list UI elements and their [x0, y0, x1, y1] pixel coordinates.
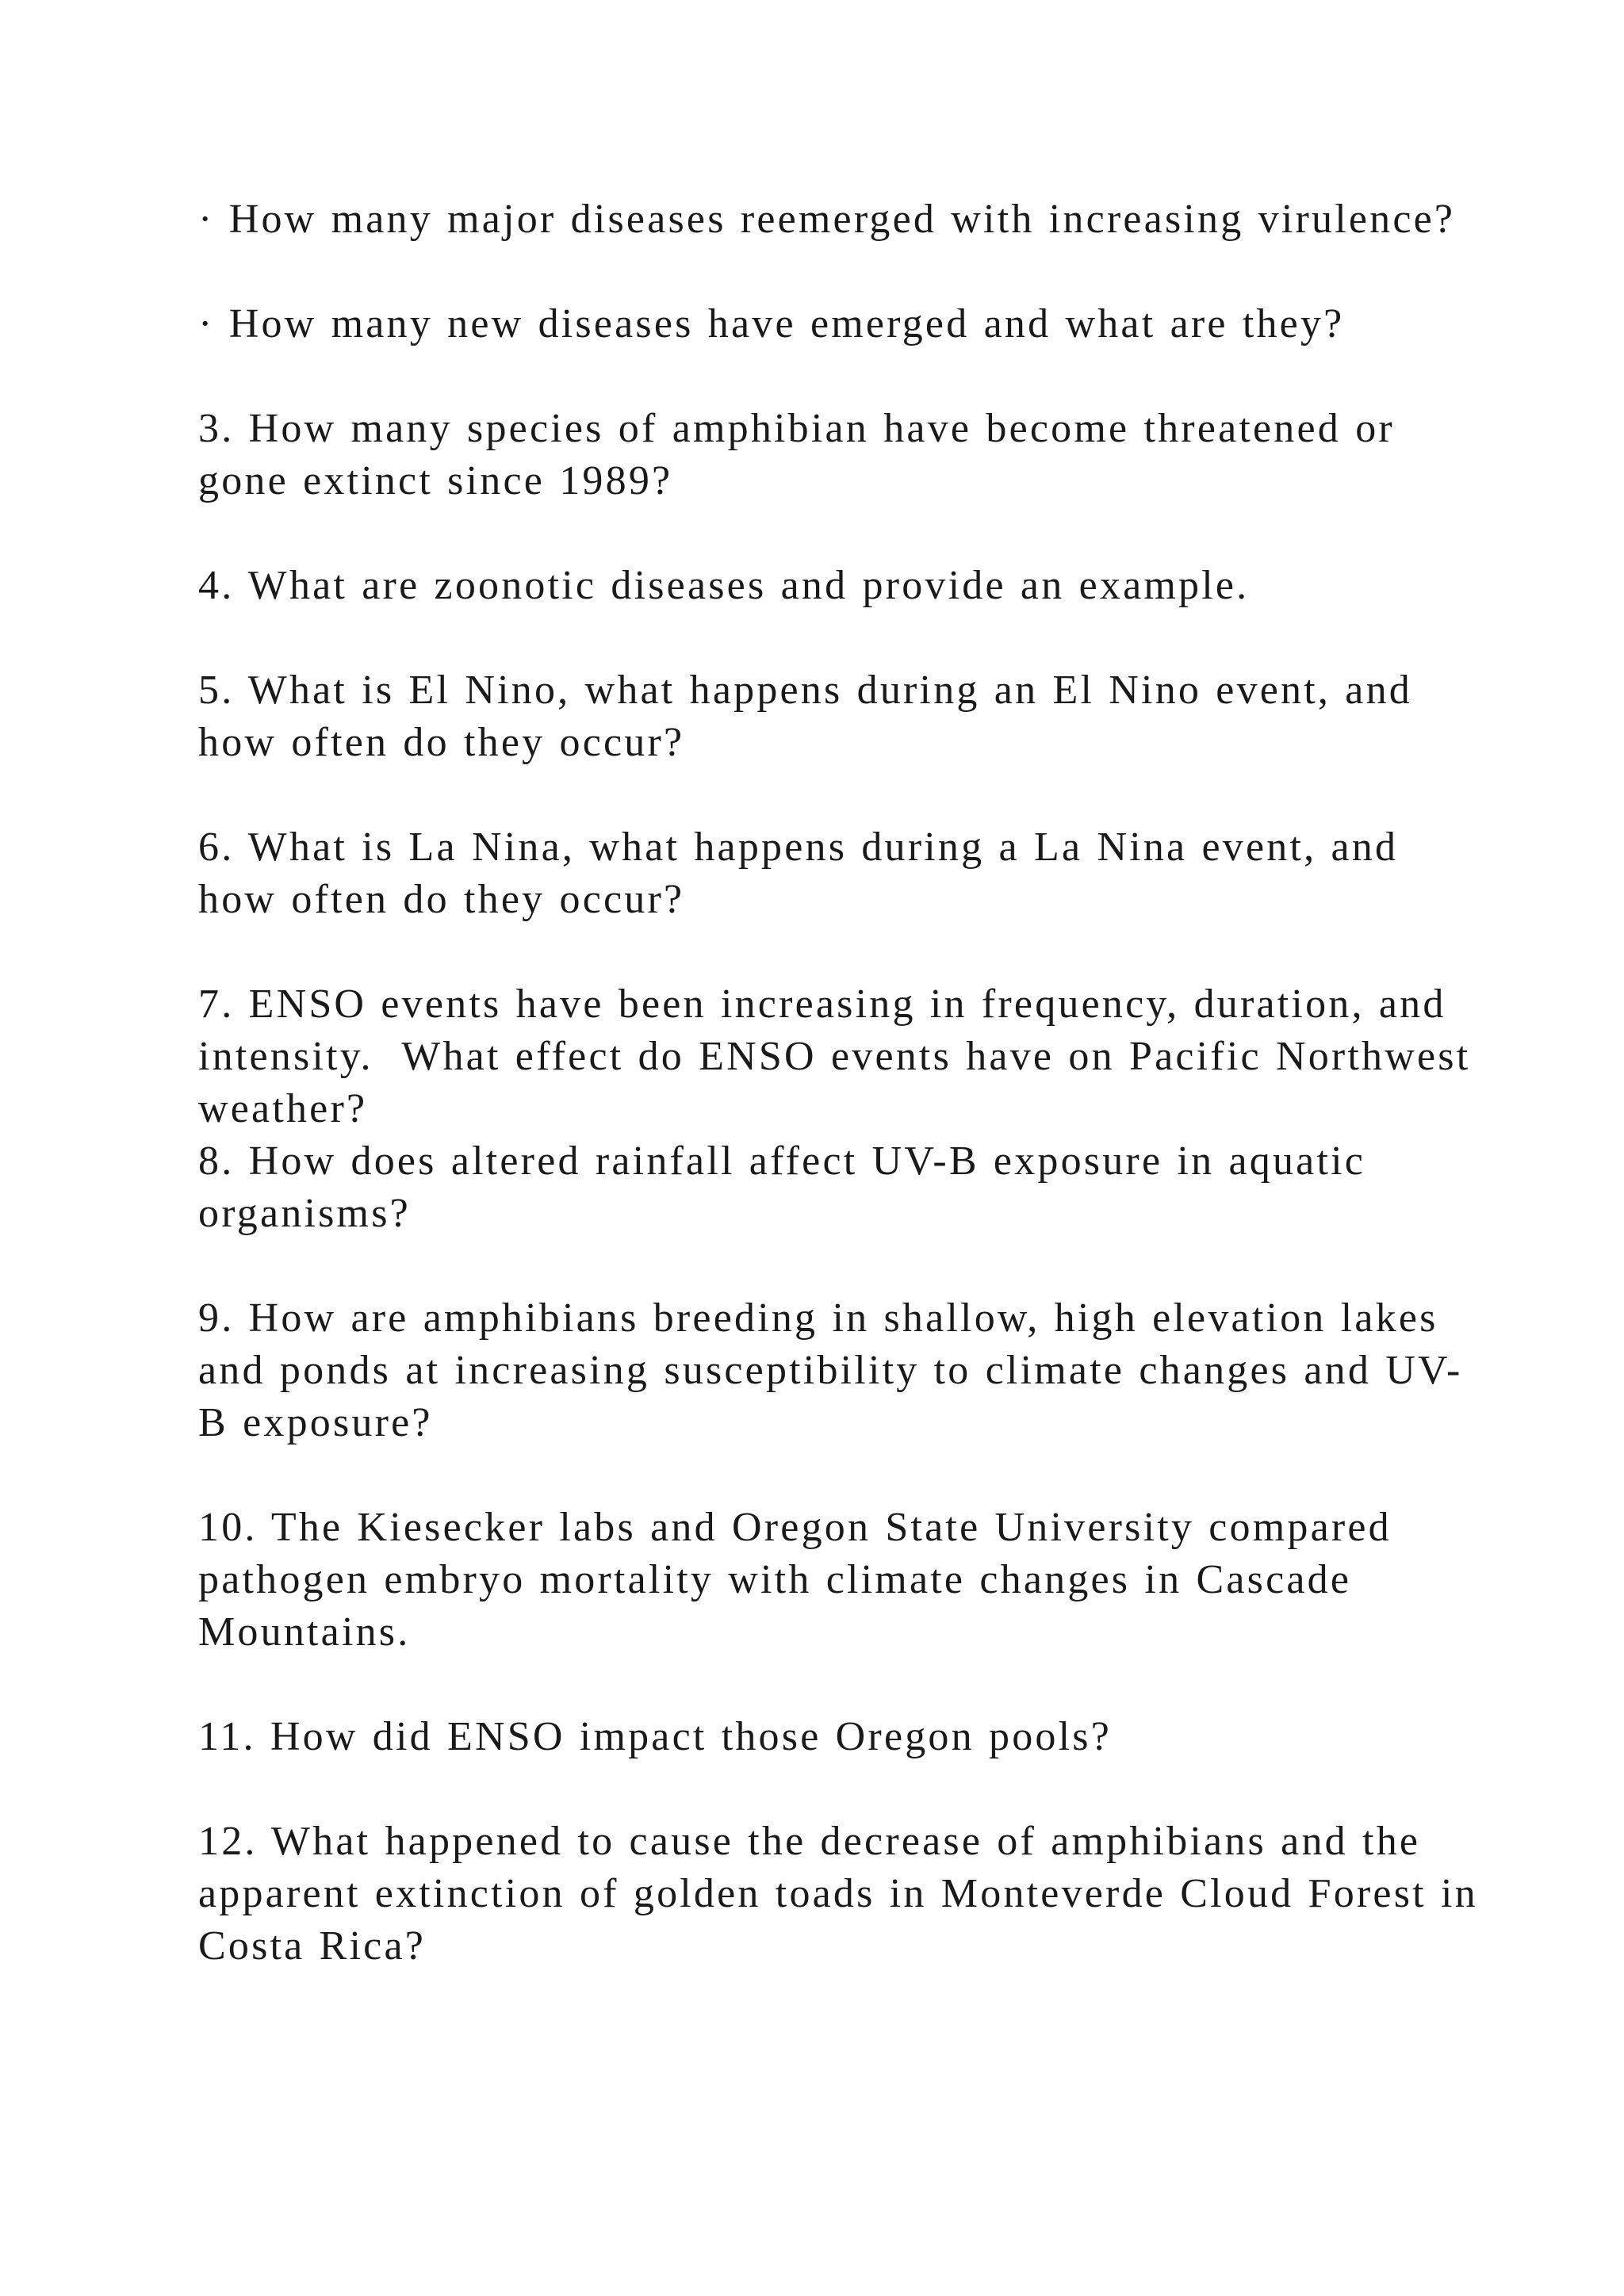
question-bullet-new-diseases: · How many new diseases have emerged and what are they?	[198, 301, 1345, 346]
question-12: 12. What happened to cause the decrease of amphibians and the apparent extinction of golden toads in Monteverde Cloud Forest in Costa Rica?	[198, 1819, 1493, 1969]
question-11: 11. How did ENSO impact those Oregon pools?	[198, 1714, 1112, 1759]
question-9: 9. How are amphibians breeding in shallow, high elevation lakes and ponds at increasing susceptibility to climate changes and UV-B exposure?	[198, 1295, 1463, 1445]
question-3: 3. How many species of amphibian have become threatened or gone extinct since 1989?	[198, 406, 1410, 503]
question-4: 4. What are zoonotic diseases and provide an example.	[198, 563, 1250, 608]
question-10: 10. The Kiesecker labs and Oregon State University compared pathogen embryo mortality with climate changes in Cascade Mountains.	[198, 1505, 1407, 1655]
question-6: 6. What is La Nina, what happens during a La Nina event, and how often do they occur?	[198, 825, 1413, 922]
question-8: 8. How does altered rainfall affect UV-B exposure in aquatic organisms?	[198, 1138, 1381, 1236]
question-bullet-reemerged: · How many major diseases reemerged with increasing virulence?	[198, 197, 1456, 242]
question-7: 7. ENSO events have been increasing in frequency, duration, and intensity. What effect do ENSO events have on Pacific Northwest weather?	[198, 982, 1485, 1131]
question-5: 5. What is El Nino, what happens during an El Nino event, and how often do they occur?	[198, 668, 1427, 765]
document-body	[198, 193, 1493, 2025]
